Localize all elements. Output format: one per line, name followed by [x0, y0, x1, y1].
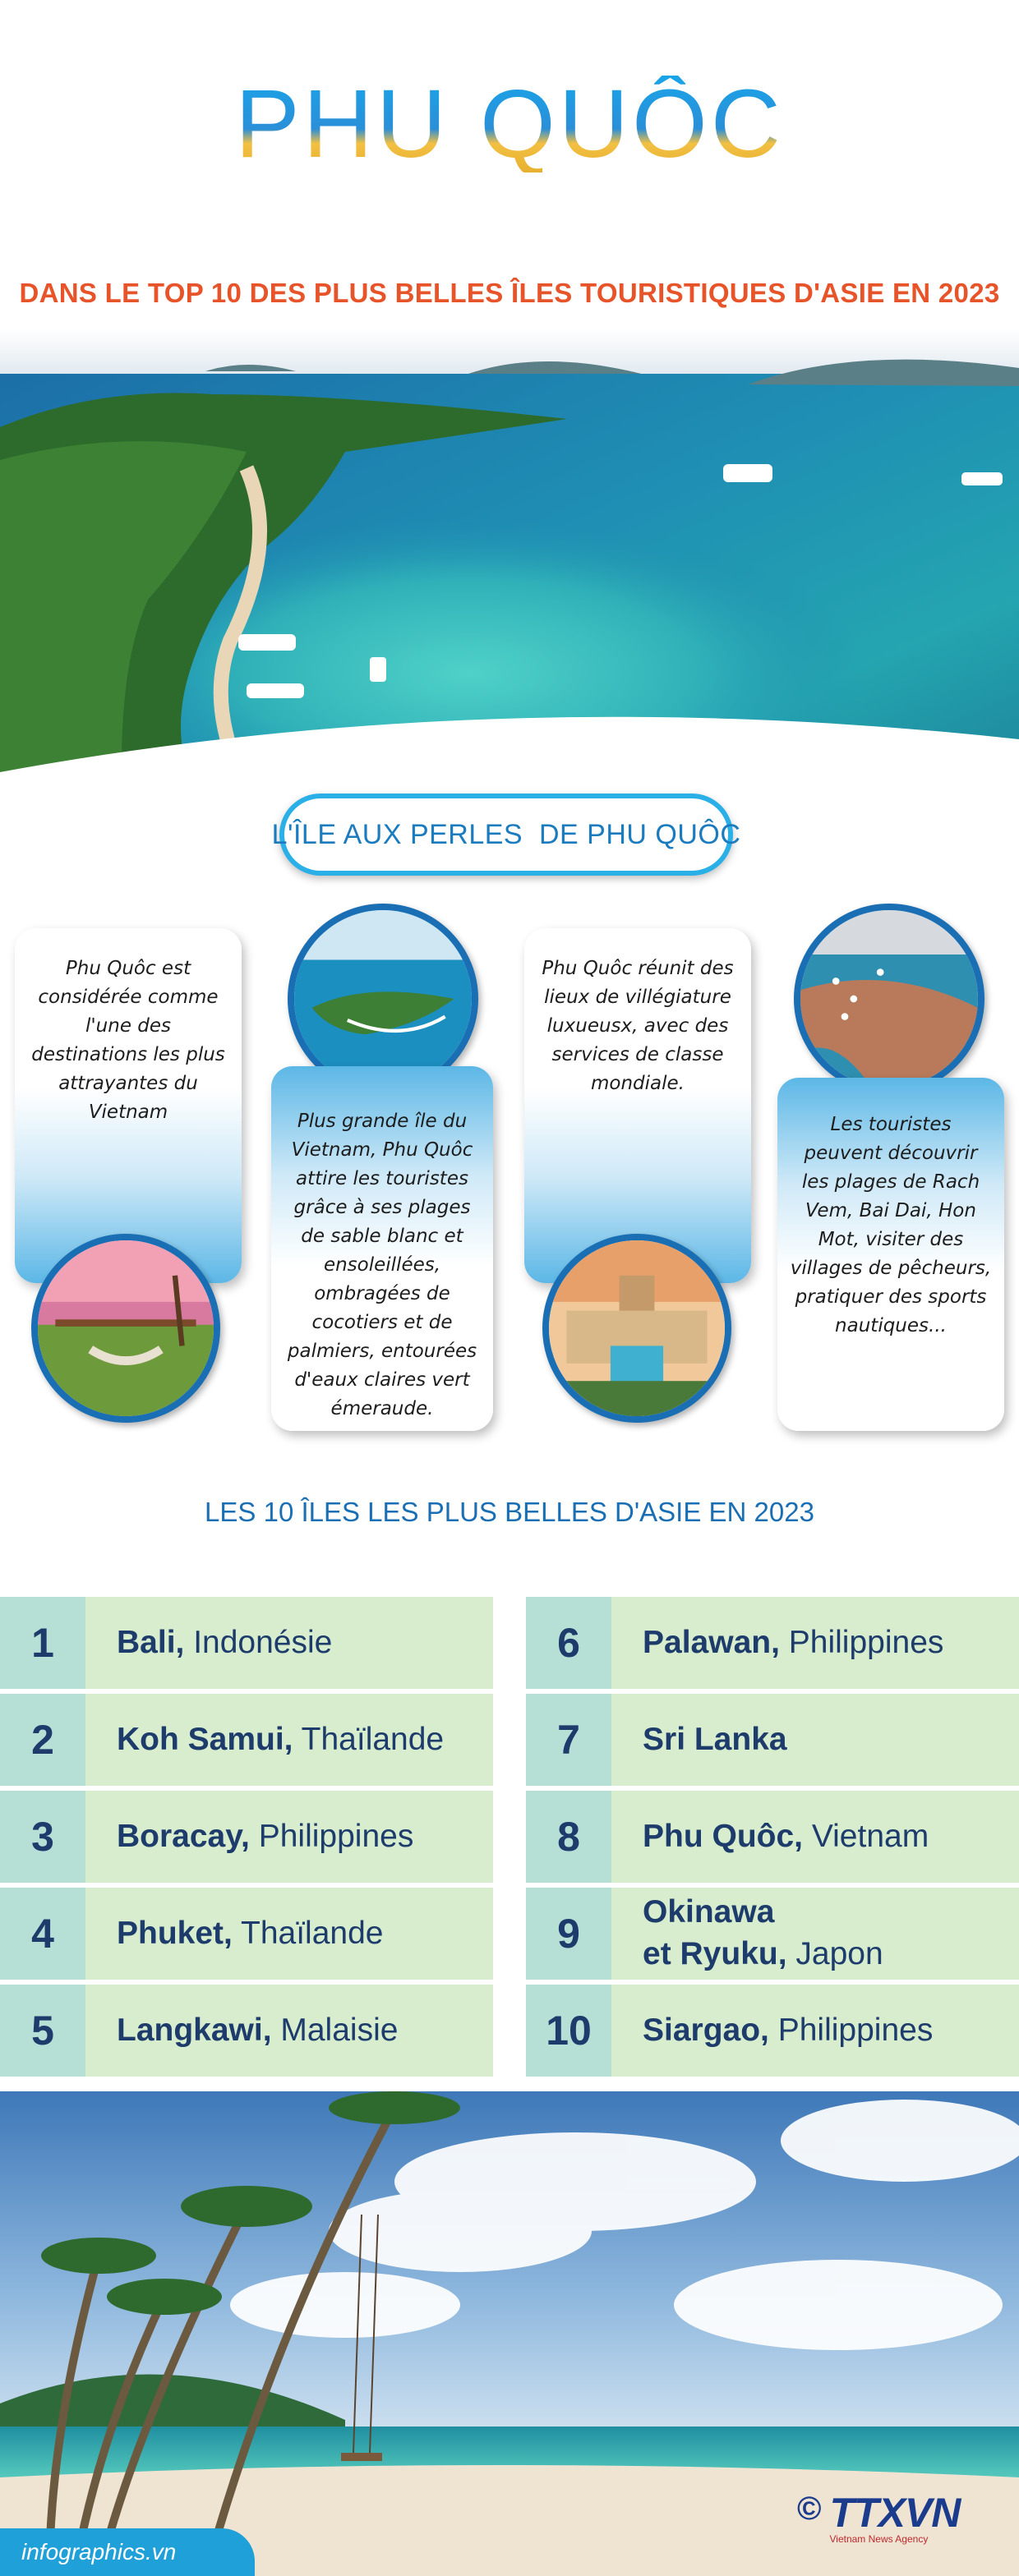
island-name: Palawan, [643, 1624, 780, 1660]
country-name: Thaïlande [232, 1915, 384, 1951]
ranking-title: LES 10 ÎLES LES PLUS BELLES D'ASIE EN 2023 [205, 1497, 814, 1527]
rank-number: 3 [0, 1791, 85, 1883]
island-name: Boracay, [117, 1818, 250, 1854]
rank-number: 10 [526, 1985, 611, 2077]
country-name: Philippines [249, 1818, 414, 1854]
ranking-row-6 [526, 1597, 1019, 1689]
hero-aerial-image [0, 329, 1019, 821]
ranking-row-2 [0, 1694, 493, 1786]
rank-number: 8 [526, 1791, 611, 1883]
country-name: Japon [786, 1936, 883, 1971]
country-name: Vietnam [803, 1818, 929, 1854]
agency-logo-text: TTXVN [829, 2490, 961, 2536]
website-label: infographics.vn [0, 2528, 255, 2576]
ranking-row-3 [0, 1791, 493, 1883]
info-card-1-text: Phu Quôc est considérée comme l'une des destinations les plus attrayantes du Vietnam [31, 958, 225, 1123]
fishing-village-photo [794, 904, 984, 1094]
rank-number: 2 [0, 1694, 85, 1786]
island-name: Okinawa [643, 1894, 775, 1930]
rank-number: 9 [526, 1888, 611, 1980]
page-title: PHU QUÔC [0, 76, 1019, 172]
ranking-row-5 [0, 1985, 493, 2077]
rank-number: 7 [526, 1694, 611, 1786]
ranking-row-4 [0, 1888, 493, 1980]
copyright-icon: © [797, 2491, 822, 2527]
island-name: Phu Quôc, [643, 1818, 803, 1854]
ttxvn-logo [797, 2492, 960, 2545]
page-subtitle: DANS LE TOP 10 DES PLUS BELLES ÎLES TOURISTIQUES D'ASIE EN 2023 [19, 278, 1000, 308]
island-name: Phuket, [117, 1915, 233, 1951]
ranking-row-9 [526, 1888, 1019, 1980]
island-name: Siargao, [643, 2012, 769, 2048]
agency-subtitle: Vietnam News Agency [829, 2533, 929, 2545]
rank-number: 4 [0, 1888, 85, 1980]
island-name: Langkawi, [117, 2012, 272, 2048]
ranking-row-7 [526, 1694, 1019, 1786]
ranking-row-8 [526, 1791, 1019, 1883]
info-card-2 [271, 1066, 493, 1431]
luxury-resort-photo [542, 1234, 731, 1423]
pearl-island-badge: L'ÎLE AUX PERLES DE PHU QUÔC [279, 794, 733, 876]
ranking-column-left [0, 1597, 493, 2077]
info-card-4 [777, 1078, 1004, 1431]
country-name: Philippines [779, 1624, 944, 1660]
info-card-2-text: Plus grande île du Vietnam, Phu Quôc attire les touristes grâce à ses plages de sable blanc et ensoleillées, ombragées de cocotiers et de palmiers, entourées d'eaux claires vert émeraude. [287, 1111, 477, 1419]
island-name: Bali, [117, 1624, 185, 1660]
rank-number: 1 [0, 1597, 85, 1689]
island-name: Sri Lanka [643, 1721, 787, 1757]
resort-hammock-photo [31, 1234, 220, 1423]
country-name: Malaisie [271, 2012, 399, 2048]
island-name-line2: et Ryuku, [643, 1936, 787, 1971]
country-name: Thaïlande [293, 1721, 445, 1757]
info-card-3 [524, 928, 751, 1283]
info-card-3-text: Phu Quôc réunit des lieux de villégiature luxueusx, avec des services de classe mondiale. [542, 958, 734, 1094]
info-card-4-text: Les touristes peuvent découvrir les plages de Rach Vem, Bai Dai, Hon Mot, visiter des villages de pêcheurs, pratiquer des sports nautiques... [790, 1114, 992, 1336]
rank-number: 6 [526, 1597, 611, 1689]
ranking-column-right [526, 1597, 1019, 2077]
ranking-row-1 [0, 1597, 493, 1689]
country-name: Philippines [768, 2012, 934, 2048]
country-name: Indonésie [184, 1624, 333, 1660]
info-card-1 [15, 928, 242, 1283]
island-name: Koh Samui, [117, 1721, 293, 1757]
rank-number: 5 [0, 1985, 85, 2077]
ranking-row-10 [526, 1985, 1019, 2077]
